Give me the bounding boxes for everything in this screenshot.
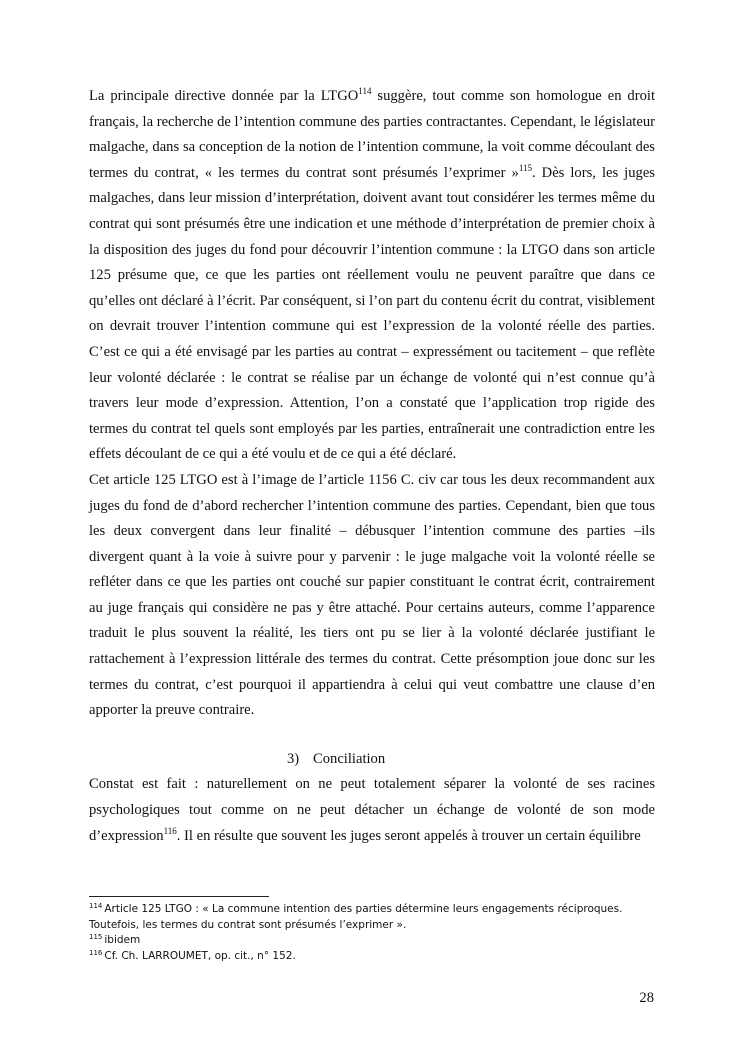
footnotes: [89, 902, 655, 964]
body-text: [89, 84, 655, 849]
footnote-ref-114: 114: [358, 86, 372, 96]
footnote-text: Article 125 LTGO : « La commune intention des parties détermine leurs engagements réciproques. Toutefois, les termes du contrat sont présumés l’exprimer ».: [89, 903, 623, 931]
paragraph-2: Cet article 125 LTGO est à l’image de l’article 1156 C. civ car tous les deux recommandent aux juges du fond de d’abord rechercher l’intention commune des parties. Cependant, bien que tous les deux convergent dans leur finalité – débusquer l’intention commune des parties –ils divergent quant à la voie à suivre pour y parvenir : le juge malgache voit la volonté réelle se refléter dans ce que les parties ont couché sur papier constituant le contrat écrit, contrairement au juge français qui considère ne pas y être attaché. Pour certains auteurs, comme l’apparence traduit le plus souvent la réalité, les tiers ont pu se lier à la volonté déclarée justifiant le rattachement à l’expression littérale des termes du contrat. Cette présomption joue donc sur les termes du contrat, c’est pourquoi il appartiendra à celui qui veut combattre une clause d’en apporter la preuve contraire.: [89, 471, 655, 719]
section-gap: [89, 724, 655, 747]
section-number: 3): [287, 750, 300, 767]
paragraph-1-text-b: suggère, tout comme son homologue en droit français, la recherche de l’intention commune des parties contractantes. Cependant, le législateur malgache, dans sa conception de la notion de l’intention commune, la voit comme découlant des termes du contrat, « les termes du contrat sont présumés l’exprimer »: [89, 88, 655, 181]
paragraph-3: [89, 772, 655, 849]
paragraph-1-text-c: . Dès lors, les juges malgaches, dans leur mission d’interprétation, doivent avant tout considérer les termes même du contrat qui sont présumés être une indication et une méthode d’interprétation de premier choix à la disposition des juges du fond pour découvrir l’intention commune : la LTGO dans son article 125 présume que, ce que les parties ont réellement voulu ne peuvent paraître que dans ce qu’elles ont déclaré à l’écrit. Par conséquent, si l’on part du contenu écrit du contrat, visiblement on devrait trouver l’intention commune qui est l’expression de la volonté réelle des parties. C’est ce qui a été envisagé par les parties au contrat – expressément ou tacitement – que reflète leur volonté déclarée : le contrat se réalise par un échange de volonté qui n’est connue qu’à travers leur mode d’expression. Attention, l’on a constaté que l’application trop rigide des termes du contrat tel quels sont employés par les parties, entraînerait une contradiction entre les effets découlant de ce qui a été voulu et de ce qui a été déclaré.: [89, 164, 655, 463]
footnote-116: [89, 949, 655, 965]
paragraph-3-text-b: . Il en résulte que souvent les juges seront appelés à trouver un certain équilibre: [176, 827, 641, 844]
paragraph-1-text-a: La principale directive donnée par la LTGO: [89, 88, 359, 104]
page-number: 28: [639, 990, 654, 1006]
footnote-ref-115: 115: [518, 162, 532, 173]
footnote-114: [89, 902, 655, 933]
section-title: Conciliation: [313, 750, 386, 767]
footnote-115: [89, 933, 655, 949]
footnote-text: ibidem: [104, 934, 141, 946]
paragraph-3-text-a: Constat est fait : naturellement on ne peut totalement séparer la volonté de ses racines psychologiques tout comme on ne peut détacher un échange de volonté de son mode d’expression: [89, 776, 655, 844]
footnote-number: 116: [89, 948, 103, 957]
footnote-ref-116: 116: [163, 825, 177, 836]
footnote-number: 115: [89, 933, 103, 941]
footnote-text: Cf. Ch. LARROUMET, op. cit., n° 152.: [104, 949, 296, 962]
footnote-number: 114: [89, 902, 103, 910]
footnote-separator: [89, 896, 269, 897]
paragraph-1: [89, 84, 655, 468]
section-heading: [89, 747, 655, 773]
